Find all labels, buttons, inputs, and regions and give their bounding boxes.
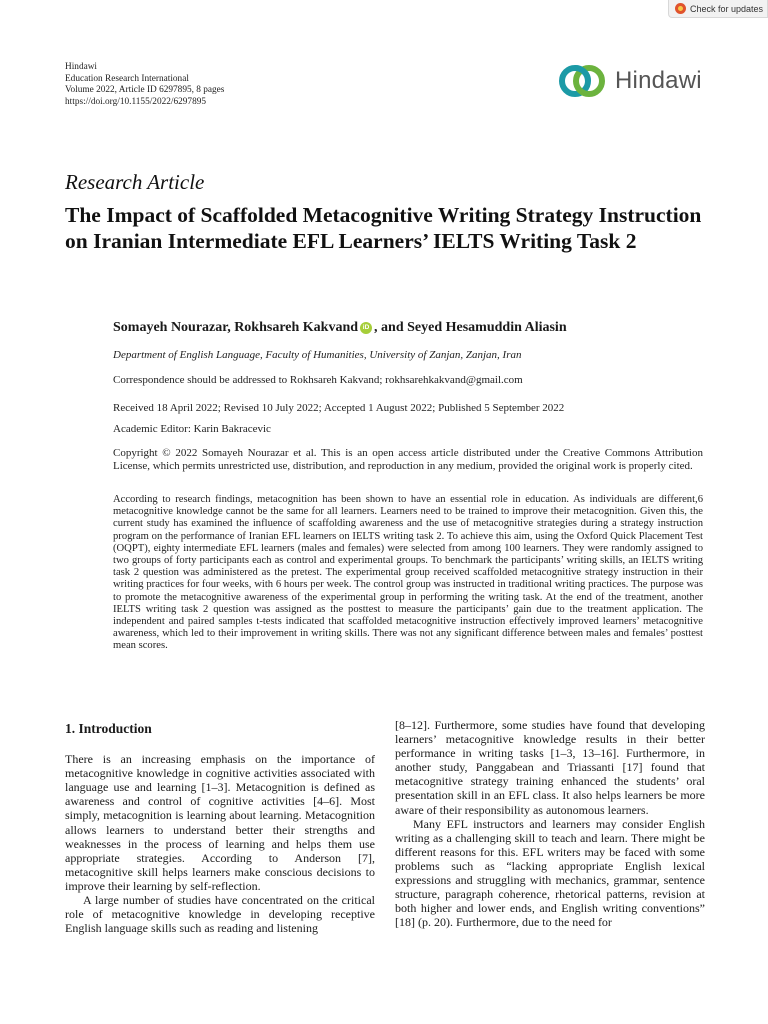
copyright-notice: Copyright © 2022 Somayeh Nourazar et al. This is an open access article distributed under the Creative Commons Attribution License, which permits unrestricted use, distribution, and reproduction in any medium, provided the original work is properly cited. [113, 447, 703, 472]
correspondence: Correspondence should be addressed to Rokhsareh Kakvand; rokhsarehkakvand@gmail.com [113, 374, 523, 386]
hindawi-logo-icon [557, 62, 607, 100]
abstract: According to research findings, metacognition has been shown to have an essential role in education. As individuals are different,6 metacognitive knowledge cannot be the same for all learners. Learners need to be trained to improve their metacognition. Given this, the current study has examined the influence of scaffolding awareness and the use of metacognitive strategies during a strategy instruction program on the performance of Iranian EFL learners on IELTS writing task 2. To achieve this aim, using the Oxford Quick Placement Test (OQPT), eighty intermediate EFL learners (males and females) were selected from among 100 learners. They were randomly assigned to two groups of forty participants each as control and experimental groups. To benchmark the participants’ writing skills, an IELTS writing task 2 question was administered as the pretest. The experimental group received scaffolded metacognitive strategy instruction in their writing practices for four weeks, with 6 hours per week. The control group was instructed in traditional writing practices. The purpose was to promote the metacognitive awareness of the experimental group in performing the writing task. At the end of the treatment, another IELTS writing task 2 question was assigned as the posttest to measure the participants’ gain due to the treatment application. The independent and paired samples t-tests indicated that scaffolded metacognitive instruction effectively improved learners’ metacognitive awareness, which led to their improvement in writing skills. There was not any significant difference between males and females’ posttest mean scores. [113, 494, 703, 652]
orcid-icon[interactable]: iD [360, 322, 372, 334]
paragraph: Many EFL instructors and learners may consider English writing as a challenging skill to teach and learn. There might be different reasons for this. EFL writers may be faced with some problems such as “lacking appropriate English lexical expressions and struggling with mechanics, grammar, sentence structure, paragraph coherence, rhetorical patterns, revision at both higher and lower ends, and English writing conventions” [18] (p. 20). Furthermore, due to the need for [395, 816, 705, 930]
section-heading: 1. Introduction [65, 721, 152, 736]
hindawi-logo [557, 62, 702, 100]
paragraph: There is an increasing emphasis on the importance of metacognitive knowledge in cognitive activities associated with language use and learning [1–3]. Metacognition is defined as awareness and control of cognitive activities [4–6]. Most simply, metacognition is learning about learning. Metacognition allows learners to understand better their strengths and weaknesses in the process of learning and helps them use appropriate strategies. According to Anderson [7], metacognitive skill helps learners make conscious decisions to improve their learning by self-reflection. [65, 752, 375, 893]
article-title: The Impact of Scaffolded Metacognitive Writing Strategy Instruction on Iranian Intermediate EFL Learners’ IELTS Writing Task 2 [65, 203, 702, 253]
doi-link[interactable]: https://doi.org/10.1155/2022/6297895 [65, 96, 207, 107]
authors-part-2: , and Seyed Hesamuddin Aliasin [374, 320, 567, 335]
paragraph: [8–12]. Furthermore, some studies have found that developing learners’ metacognitive knowledge results in their better performance in writing tasks [1–3, 13–16]. Furthermore, in another study, Panggabean and Triassanti [17] found that metacognitive strategy training enhanced the students’ oral presentation skill in an EFL class. It also helps learners be more aware of their responsibility as autonomous learners. [395, 718, 705, 817]
check-for-updates-badge[interactable] [668, 0, 768, 18]
academic-editor: Academic Editor: Karin Bakracevic [113, 423, 271, 435]
authors-part-1: Somayeh Nourazar, Rokhsareh Kakvand [113, 320, 359, 335]
author-list [113, 320, 567, 336]
right-column [395, 718, 705, 929]
hindawi-wordmark: Hindawi [615, 67, 702, 94]
publisher-name: Hindawi [65, 62, 98, 72]
paragraph: A large number of studies have concentrated on the critical role of metacognitive knowledge in developing receptive English language skills such as reading and listening [65, 893, 375, 936]
journal-name: Education Research International [65, 73, 189, 84]
article-type: Research Article [65, 170, 205, 194]
journal-meta [65, 62, 224, 108]
volume-info: Volume 2022, Article ID 6297895, 8 pages [65, 85, 225, 96]
publication-dates: Received 18 April 2022; Revised 10 July 2022; Accepted 1 August 2022; Published 5 September 2022 [113, 402, 565, 414]
update-icon [675, 3, 686, 14]
affiliation: Department of English Language, Faculty of Humanities, University of Zanjan, Zanjan, Iran [113, 349, 522, 361]
check-for-updates-label: Check for updates [690, 3, 764, 14]
left-column [65, 718, 375, 935]
